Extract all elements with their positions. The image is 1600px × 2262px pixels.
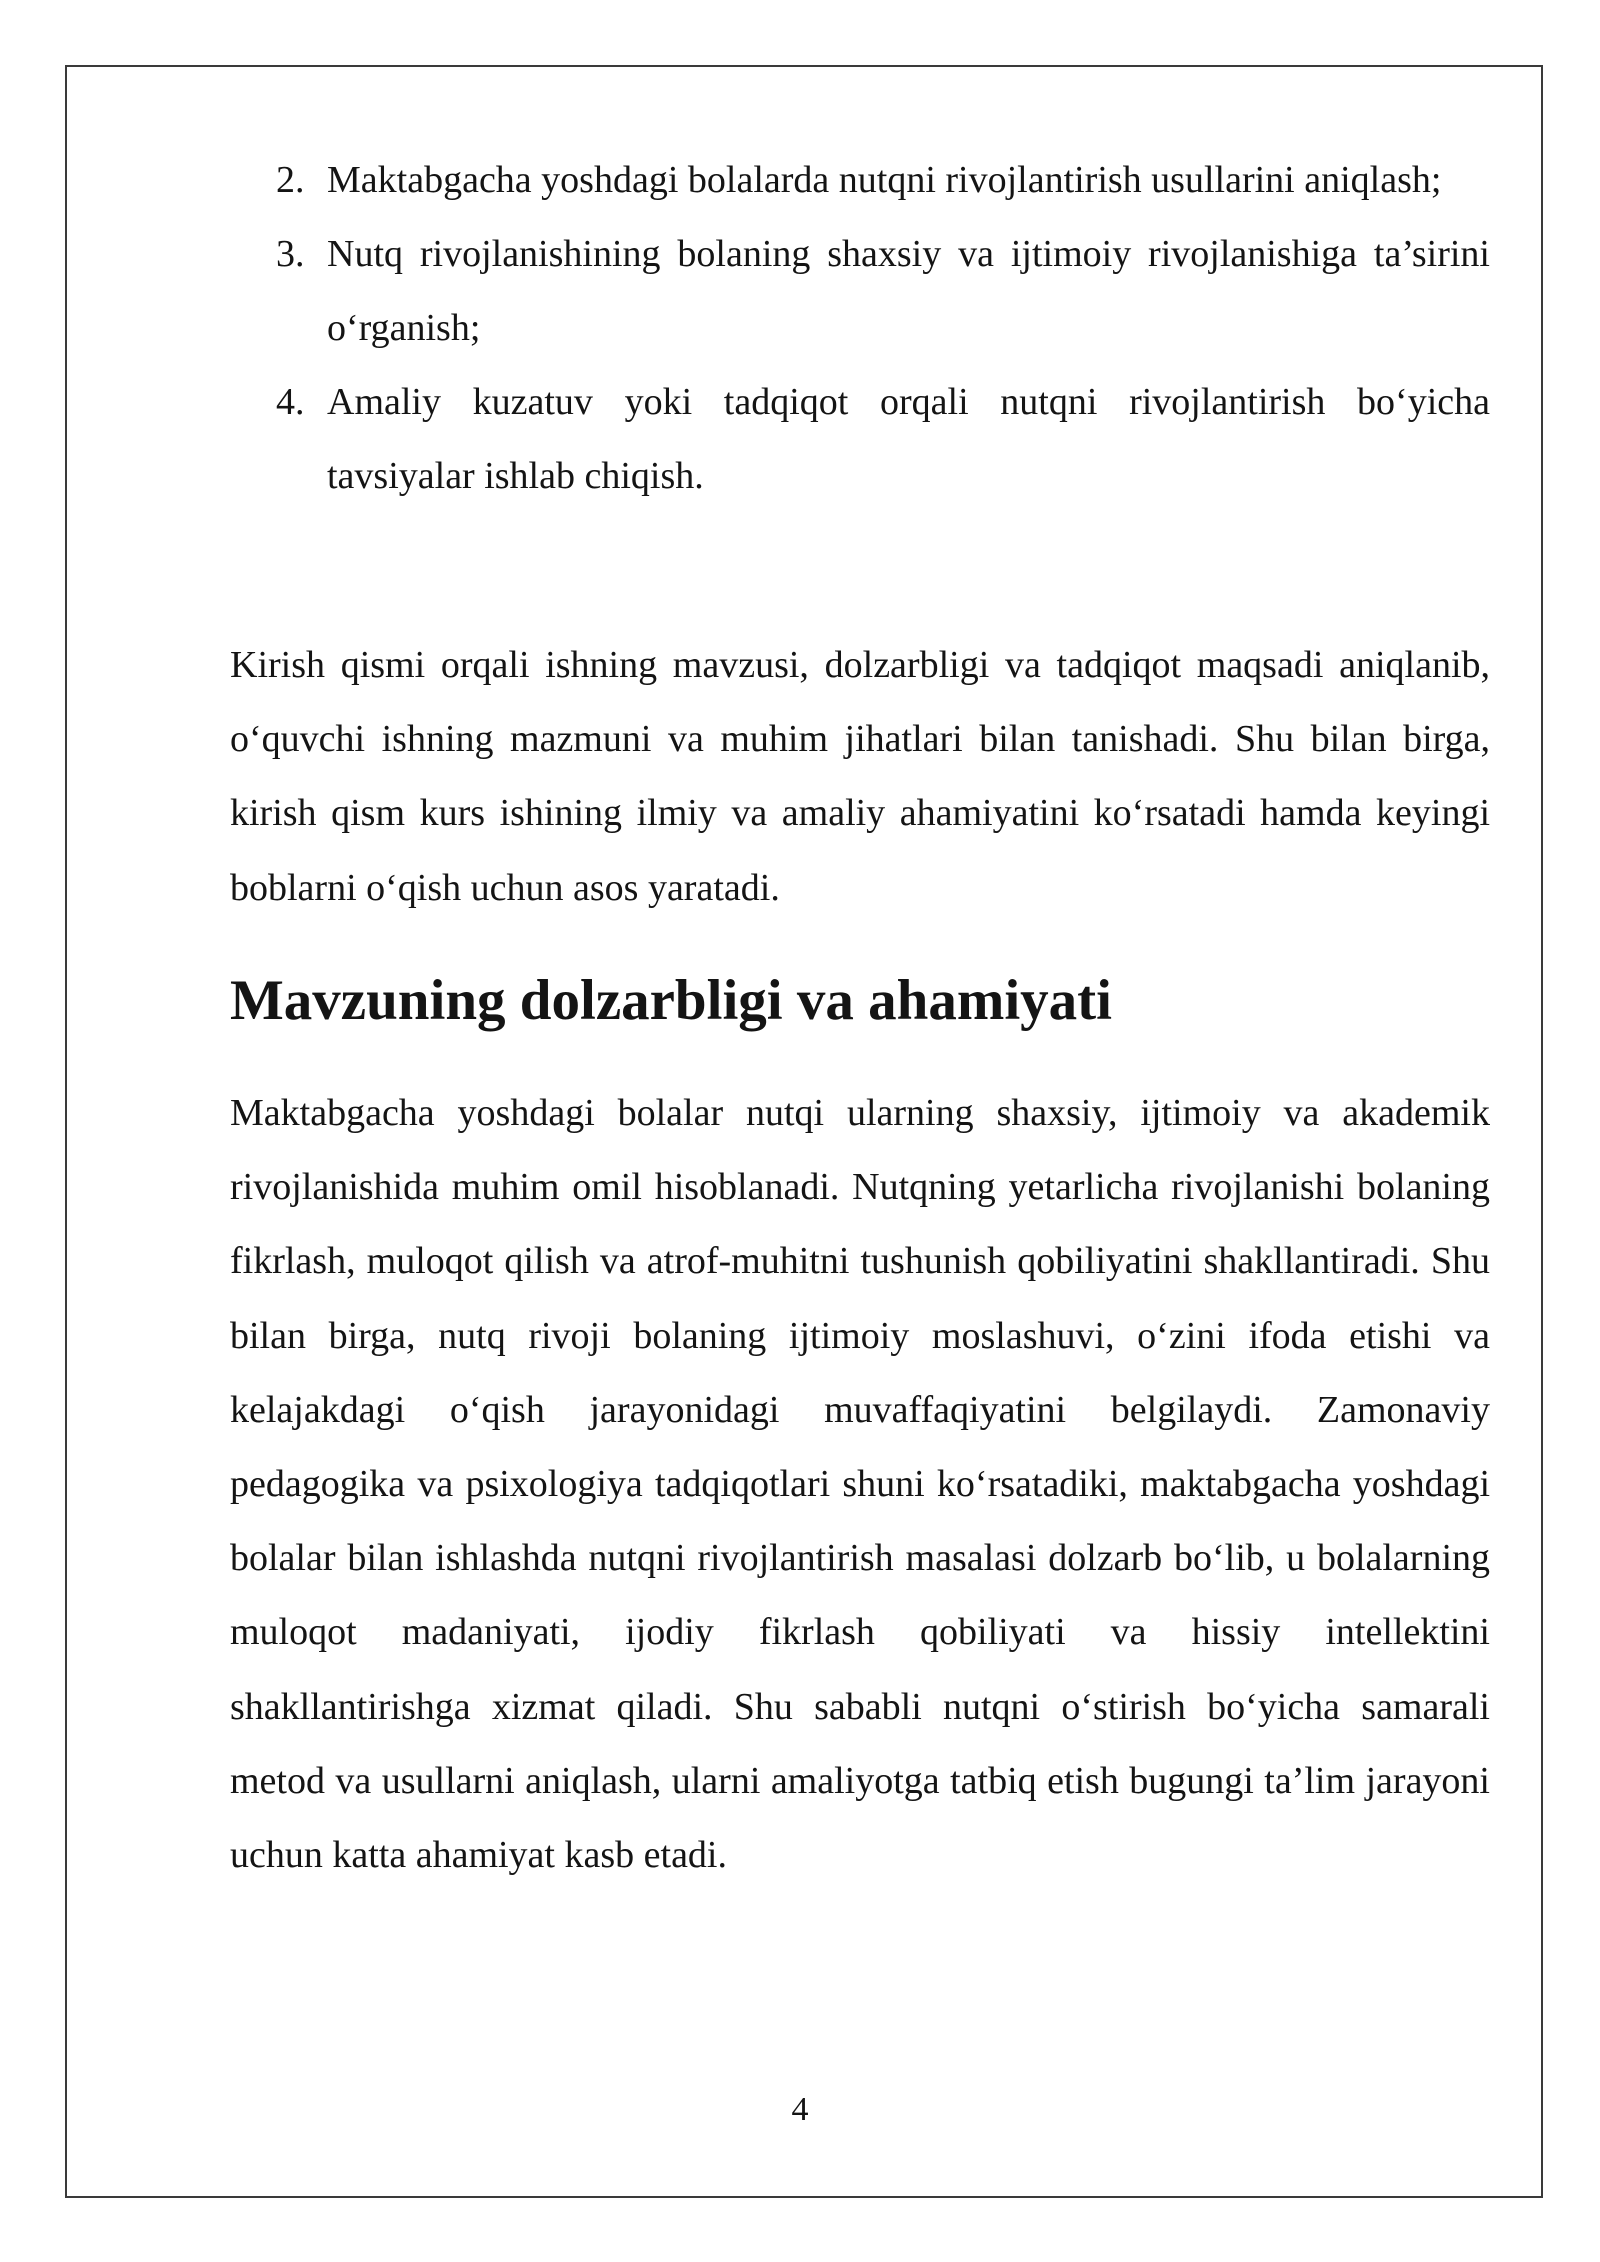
numbered-list [230, 143, 1490, 513]
list-item-text: Maktabgacha yoshdagi bolalarda nutqni rivojlantirish usullarini aniqlash; [327, 159, 1442, 201]
section-heading: Mavzuning dolzarbligi va ahamiyati [230, 969, 1112, 1032]
list-item [230, 365, 1490, 513]
list-item-text: Amaliy kuzatuv yoki tadqiqot orqali nutqni rivojlantirish bo‘yicha tavsiyalar ishlab chiqish. [327, 381, 1490, 497]
list-number: 2. [276, 159, 305, 201]
relevance-paragraph: Maktabgacha yoshdagi bolalar nutqi ularning shaxsiy, ijtimoiy va akademik rivojlanishida muhim omil hisoblanadi. Nutqning yetarlicha rivojlanishi bolaning fikrlash, muloqot qilish va atrof-muhitni tushunish qobiliyatini shakllantiradi. Shu bilan birga, nutq rivoji bolaning ijtimoiy moslashuvi, o‘zini ifoda etishi va kelajakdagi o‘qish jarayonidagi muvaffaqiyatini belgilaydi. Zamonaviy pedagogika va psixologiya tadqiqotlari shuni ko‘rsatadiki, maktabgacha yoshdagi bolalar bilan ishlashda nutqni rivojlantirish masalasi dolzarb bo‘lib, u bolalarning muloqot madaniyati, ijodiy fikrlash qobiliyati va hissiy intellektini shakllantirishga xizmat qiladi. Shu sababli nutqni o‘stirish bo‘yicha samarali metod va usullarni aniqlash, ularni amaliyotga tatbiq etish bugungi ta’lim jarayoni uchun katta ahamiyat kasb etadi. [230, 1092, 1490, 1877]
list-number: 3. [276, 233, 305, 275]
page-number: 4 [791, 2091, 809, 2128]
list-item [230, 217, 1490, 365]
list-item [230, 143, 1490, 217]
intro-paragraph: Kirish qismi orqali ishning mavzusi, dolzarbligi va tadqiqot maqsadi aniqlanib, o‘quvchi ishning mazmuni va muhim jihatlari bilan tanishadi. Shu bilan birga, kirish qism kurs ishining ilmiy va amaliy ahamiyatini ko‘rsatadi hamda keyingi boblarni o‘qish uchun asos yaratadi. [230, 644, 1490, 909]
list-number: 4. [276, 381, 305, 423]
list-item-text: Nutq rivojlanishining bolaning shaxsiy va ijtimoiy rivojlanishiga ta’sirini o‘rganish; [327, 233, 1490, 349]
